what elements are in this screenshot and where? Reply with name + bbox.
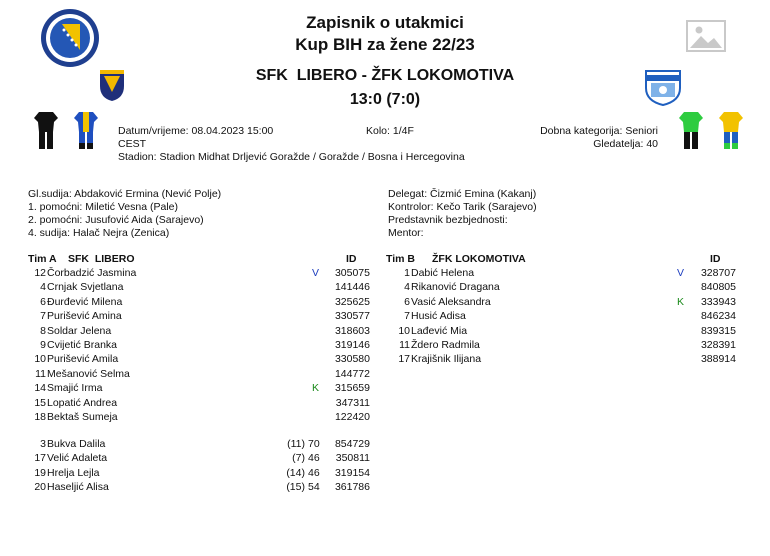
player-row <box>0 381 770 395</box>
player-name: Haseljić Alisa <box>47 481 109 494</box>
main-referee: Gl.sudija: Abdaković Ermina (Nević Polje) <box>28 188 222 200</box>
player-id: 330577 <box>334 310 370 323</box>
player-id: 305075 <box>334 267 370 279</box>
category-label: Dobna kategorija: <box>540 125 623 137</box>
player-id: 315659 <box>334 382 370 395</box>
substitution-minute: 70 <box>308 438 320 450</box>
player-number: 8 <box>40 324 46 337</box>
replaced-player: (14) <box>286 466 305 479</box>
player-number: 18 <box>34 411 46 423</box>
player-row <box>0 295 770 309</box>
document-title: Zapisnik o utakmici <box>306 13 464 32</box>
assistant-referee-1: 1. pomoćni: Miletić Vesna (Pale) <box>28 201 178 213</box>
player-number: 11 <box>399 339 410 351</box>
player-id: 840805 <box>700 281 736 294</box>
replaced-player: (11) <box>287 438 305 450</box>
player-number: 17 <box>398 353 410 366</box>
player-name: Čorbadzić Jasmina <box>47 267 137 279</box>
substitution-minute: 46 <box>308 466 320 479</box>
team-a-id-header: ID <box>346 253 357 265</box>
player-name: Purišević Amila <box>47 353 119 366</box>
player-number: 10 <box>398 324 410 337</box>
player-name: Mešanović Selma <box>47 367 130 380</box>
player-row <box>0 396 770 410</box>
stadium-row <box>118 151 465 164</box>
player-name: Cvijetić Branka <box>47 339 118 351</box>
team-a-away-kit-icon <box>73 111 99 151</box>
player-role: K <box>677 295 685 308</box>
team-a-label: Tim A <box>28 253 57 265</box>
player-number: 4 <box>404 281 410 294</box>
player-row <box>0 266 770 280</box>
attendance-label: Gledatelja: <box>593 138 644 150</box>
player-number: 9 <box>40 339 46 351</box>
delegate: Delegat: Čizmić Emina (Kakanj) <box>388 188 537 200</box>
substitution-minute: 54 <box>308 481 320 494</box>
player-id: 361786 <box>334 481 370 494</box>
match-title: SFK LIBERO - ŽFK LOKOMOTIVA <box>255 67 515 84</box>
player-name: Đurđević Milena <box>47 295 123 308</box>
controller: Kontrolor: Kečo Tarik (Sarajevo) <box>388 201 537 213</box>
player-row <box>0 309 770 323</box>
player-id: 141446 <box>334 281 370 294</box>
category-value: Seniori <box>625 125 658 137</box>
match-score: 13:0 (7:0) <box>349 91 421 108</box>
player-name: Soldar Jelena <box>47 324 112 337</box>
round-label: Kolo: <box>366 125 390 137</box>
player-id: 330580 <box>334 353 370 366</box>
player-number: 1 <box>404 267 410 279</box>
player-name: Smajić Irma <box>47 382 103 395</box>
player-id: 328391 <box>700 339 736 351</box>
player-name: Bektaš Sumeja <box>47 411 118 423</box>
player-name: Velić Adaleta <box>47 452 108 465</box>
player-name: Lađević Mia <box>411 324 468 337</box>
player-number: 11 <box>35 367 46 380</box>
player-number: 10 <box>34 353 46 366</box>
player-id: 328707 <box>700 267 736 279</box>
player-id: 319146 <box>334 339 370 351</box>
player-id: 388914 <box>700 353 736 366</box>
round-row <box>366 125 414 138</box>
player-name: Krajišnik Ilijana <box>411 353 482 366</box>
player-role: V <box>312 267 320 279</box>
player-role: V <box>677 267 685 279</box>
player-number: 6 <box>404 295 410 308</box>
player-number: 7 <box>40 310 46 323</box>
player-id: 839315 <box>700 324 736 337</box>
fourth-referee: 4. sudija: Halač Nejra (Zenica) <box>28 227 170 239</box>
player-id: 319154 <box>334 466 370 479</box>
datetime-label: Datum/vrijeme: <box>118 125 189 137</box>
player-name: Rikanović Dragana <box>411 281 500 294</box>
substitute-row <box>0 451 770 465</box>
player-number: 6 <box>40 295 46 308</box>
player-id: 347311 <box>335 396 370 409</box>
stadium-value: Stadion Midhat Drljević Goražde / Goražde / Bosna i Hercegovina <box>159 151 465 163</box>
player-number: 3 <box>40 438 46 450</box>
player-name: Hrelja Lejla <box>47 466 100 479</box>
player-number: 20 <box>34 481 46 494</box>
player-row <box>0 352 770 366</box>
substitute-row <box>0 466 770 480</box>
player-name: Crnjak Svjetlana <box>47 281 124 294</box>
datetime-row <box>118 125 273 138</box>
player-number: 7 <box>404 310 410 323</box>
player-number: 4 <box>40 281 46 294</box>
substitute-row <box>0 480 770 494</box>
assistant-referee-2: 2. pomoćni: Jusufović Aida (Sarajevo) <box>28 214 204 226</box>
player-id: 318603 <box>334 324 370 337</box>
mentor: Mentor: <box>388 227 424 239</box>
player-row <box>0 410 770 424</box>
player-name: Lopatić Andrea <box>47 396 118 409</box>
attendance-row <box>480 138 658 151</box>
player-row <box>0 280 770 294</box>
player-id: 333943 <box>700 295 736 308</box>
attendance-value: 40 <box>646 138 658 150</box>
player-number: 17 <box>34 452 46 465</box>
player-name: Bukva Dalila <box>47 438 106 450</box>
timezone: CEST <box>118 138 147 150</box>
stadium-label: Stadion: <box>118 151 157 163</box>
player-row <box>0 367 770 381</box>
player-id: 846234 <box>700 310 736 323</box>
player-number: 15 <box>34 396 46 409</box>
player-role: K <box>312 382 320 395</box>
competition-name: Kup BIH za žene 22/23 <box>295 35 475 54</box>
team-b-away-kit-icon <box>718 111 744 151</box>
player-row <box>0 338 770 352</box>
replaced-player: (7) <box>292 452 305 465</box>
player-number: 14 <box>34 382 46 395</box>
player-number: 19 <box>34 466 46 479</box>
player-id: 350811 <box>335 452 370 465</box>
team-b-label: Tim B <box>386 253 415 265</box>
team-b-name: ŽFK LOKOMOTIVA <box>432 253 526 265</box>
player-name: Husić Adisa <box>411 310 466 323</box>
player-name: Vasić Aleksandra <box>411 295 491 308</box>
player-name: Dabić Helena <box>411 267 475 279</box>
datetime-value: 08.04.2023 15:00 <box>191 125 274 137</box>
player-id: 122420 <box>334 411 370 423</box>
security-representative: Predstavnik bezbjednosti: <box>388 214 508 226</box>
round-value: 1/4F <box>392 125 414 137</box>
team-a-home-kit-icon <box>33 111 59 151</box>
player-row <box>0 324 770 338</box>
team-b-id-header: ID <box>710 253 721 265</box>
substitute-row <box>0 437 770 451</box>
player-name: Purišević Amina <box>47 310 122 323</box>
team-b-home-kit-icon <box>678 111 704 151</box>
replaced-player: (15) <box>286 481 305 494</box>
player-id: 325625 <box>334 295 370 308</box>
category-row <box>480 125 658 138</box>
player-id: 144772 <box>334 367 370 380</box>
substitution-minute: 46 <box>308 452 320 465</box>
team-a-name: SFK LIBERO <box>68 253 135 265</box>
player-number: 12 <box>34 267 46 279</box>
player-name: Ždero Radmila <box>411 339 480 351</box>
player-id: 854729 <box>334 438 370 450</box>
